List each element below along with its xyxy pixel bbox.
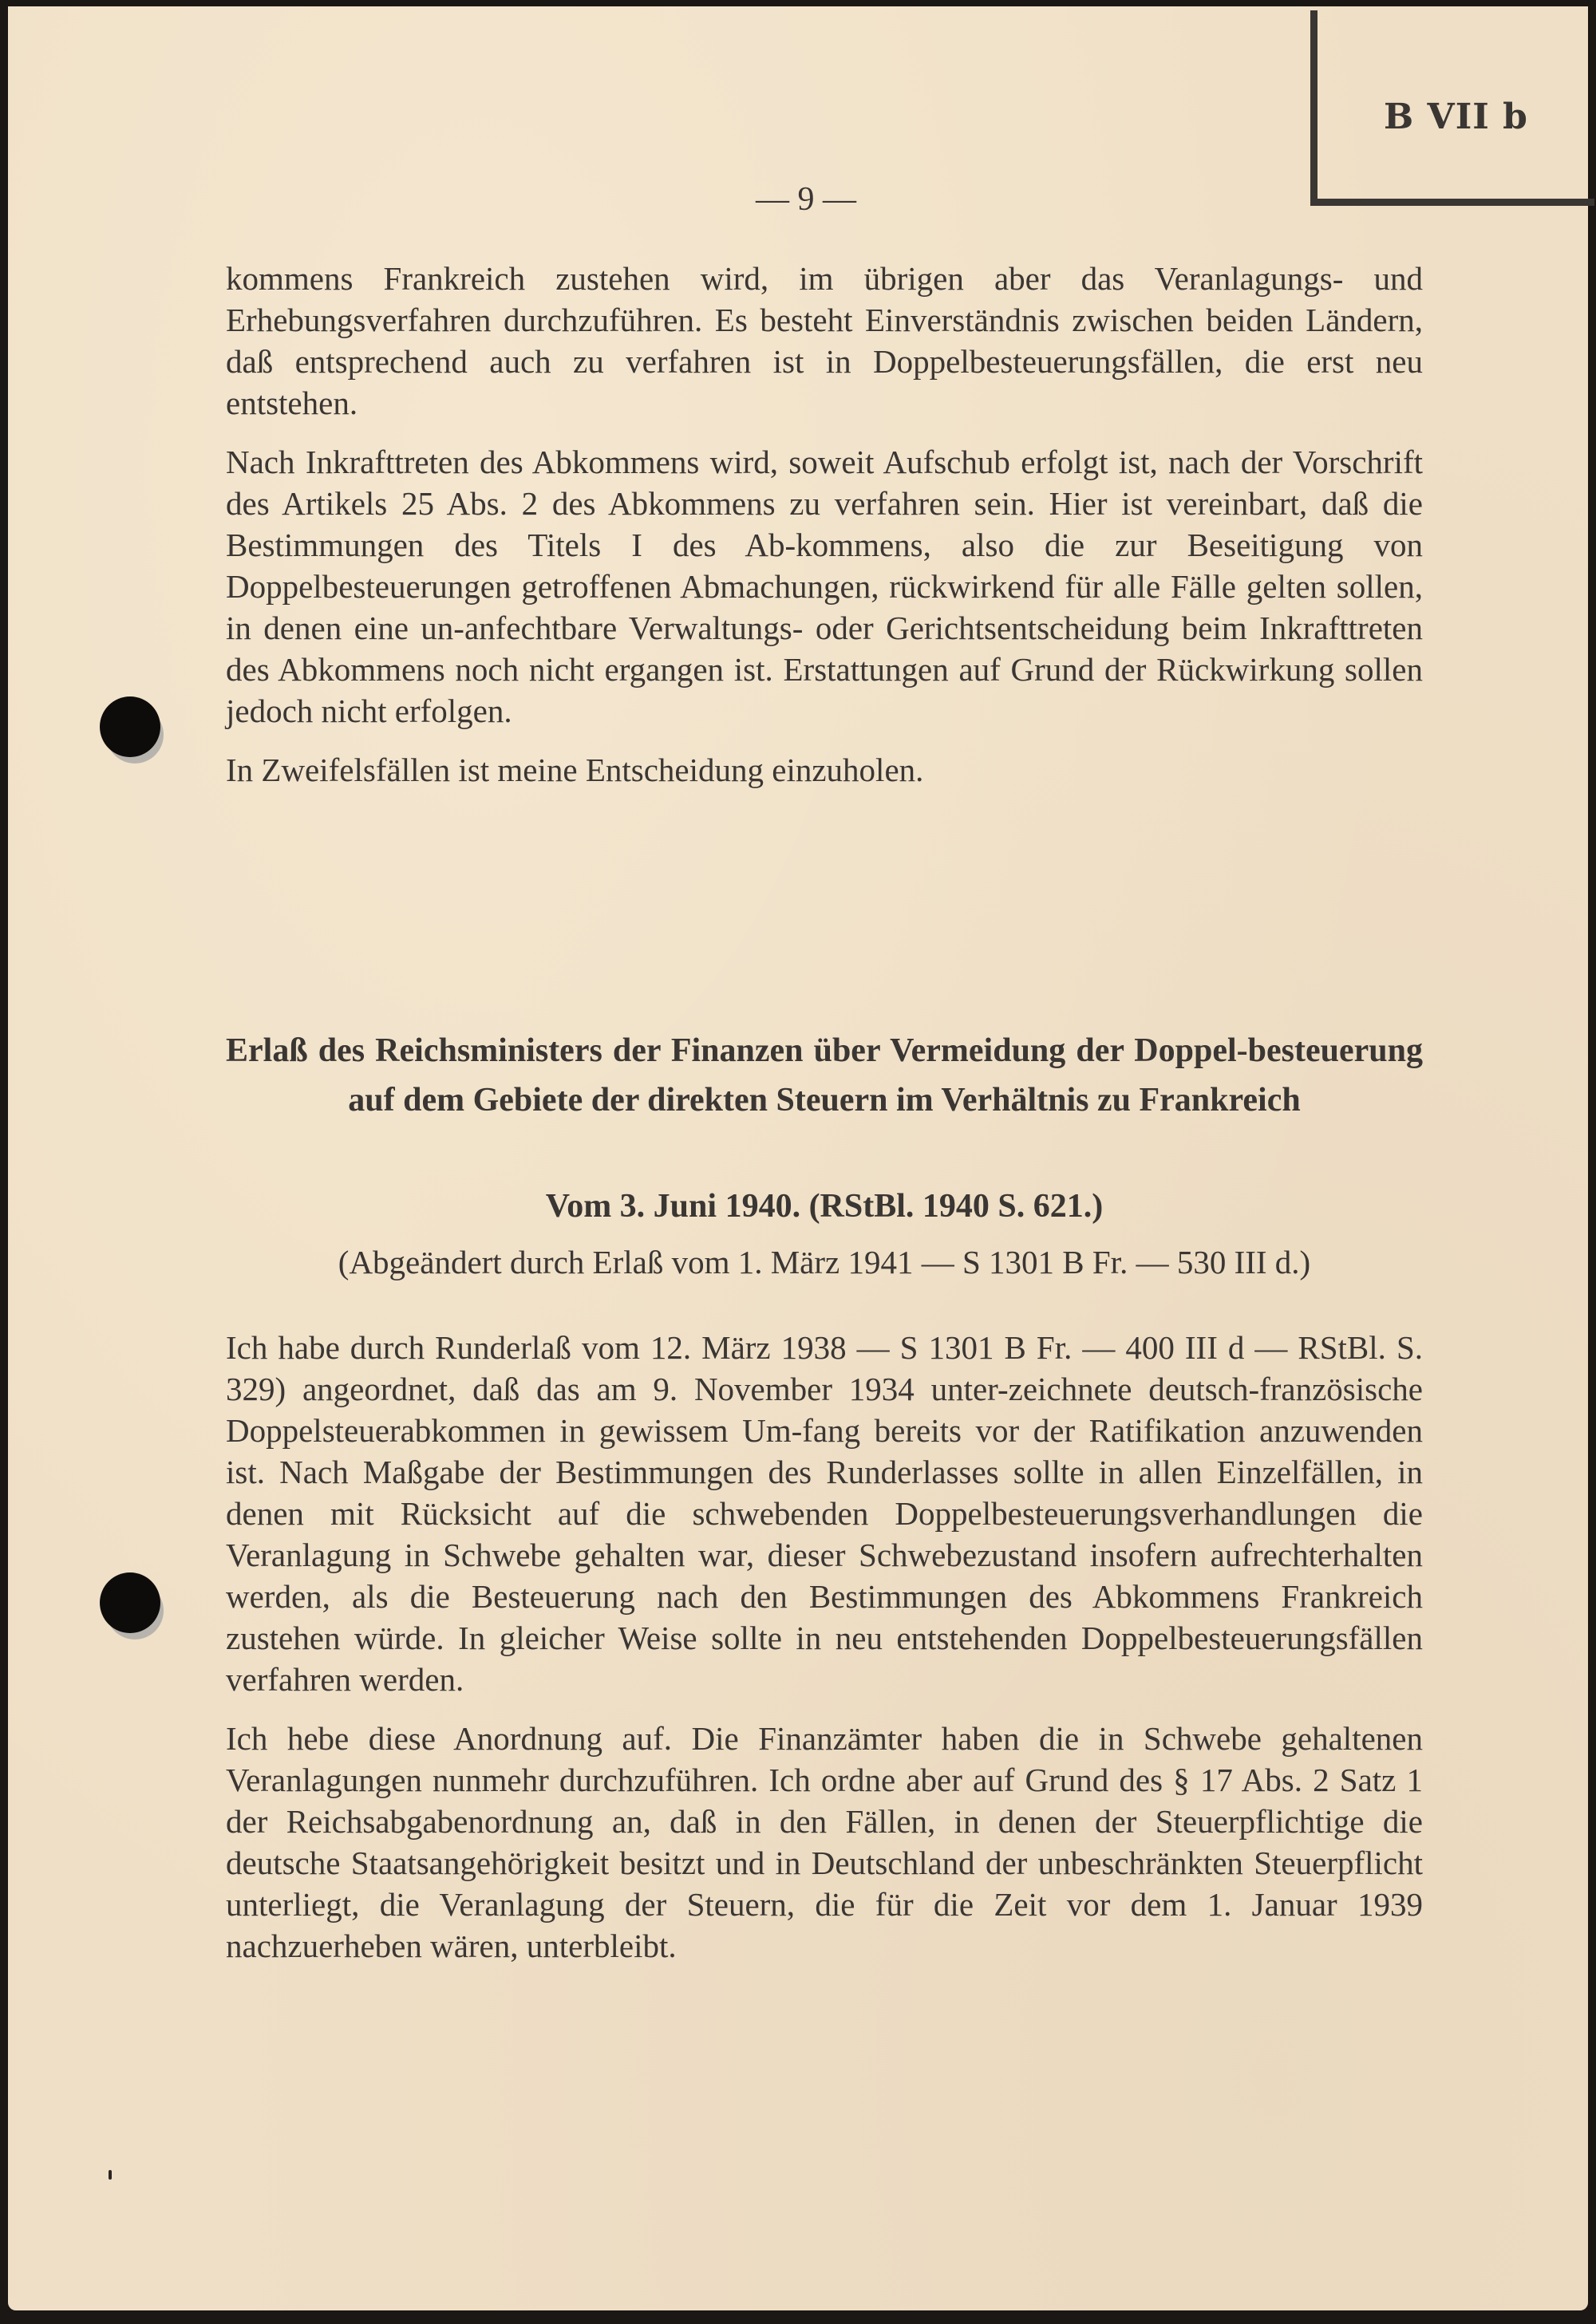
decree-title: Erlaß des Reichsministers der Finanzen über Vermeidung der Doppel-besteuerung auf dem Gebiete der direkten Steuern im Verhältnis zu Frankreich [226, 1032, 1423, 1119]
punch-hole [100, 696, 160, 757]
continuation-text [226, 258, 1423, 808]
decree-amendment-line: (Abgeändert durch Erlaß vom 1. März 1941 — S 1301 B Fr. — 530 III d.) [338, 1244, 1311, 1280]
paper-speck [109, 2170, 112, 2180]
paragraph: Ich habe durch Runderlaß vom 12. März 1938 — S 1301 B Fr. — 400 III d — RStBl. S. 329) angeordnet, daß das am 9. November 1934 unter-zeichnete deutsch-französische Doppelsteuerabkommen in gewissem Um-fang bereits vor der Ratifikation anzuwenden ist. Nach Maßgabe der Bestimmungen des Runderlasses sollte in allen Einzelfällen, in denen mit Rücksicht auf die schwebenden Doppelbesteuerungsverhandlungen die Veranlagung in Schwebe gehalten war, dieser Schwebezustand insofern aufrechterhalten werden, als die Besteuerung nach den Bestimmungen des Abkommens Frankreich zustehen würde. In gleicher Weise sollte in neu entstehenden Doppelbesteuerungsfällen verfahren werden. [226, 1329, 1423, 1698]
paragraph: In Zweifelsfällen ist meine Entscheidung einzuholen. [226, 752, 924, 788]
decree-date-line: Vom 3. Juni 1940. (RStBl. 1940 S. 621.) [545, 1188, 1104, 1225]
paragraph: Ich hebe diese Anordnung auf. Die Finanzämter haben die in Schwebe gehaltenen Veranlagungen nunmehr durchzuführen. Ich ordne aber auf Grund des § 17 Abs. 2 Satz 1 der Reichsabgabenordnung an, daß in den Fällen, in denen der Steuerpflichtige die deutsche Staatsangehörigkeit besitzt und in Deutschland der unbeschränkten Steuerpflicht unterliegt, die Veranlagung der Steuern, die für die Zeit vor dem 1. Januar 1939 nachzuerheben wären, unterbleibt. [226, 1720, 1423, 1964]
paragraph: Nach Inkrafttreten des Abkommens wird, soweit Aufschub erfolgt ist, nach der Vorschrift des Artikels 25 Abs. 2 des Abkommens zu verfahren sein. Hier ist vereinbart, daß die Bestimmungen des Titels I des Ab-kommens, also die zur Beseitigung von Doppelbesteuerungen getroffenen Abmachungen, rückwirkend für alle Fälle gelten sollen, in denen eine un-anfechtbare Verwaltungs- oder Gerichtsentscheidung beim Inkrafttreten des Abkommens noch nicht ergangen ist. Erstattungen auf Grund der Rückwirkung sollen jedoch nicht erfolgen. [226, 444, 1423, 729]
paragraph: kommens Frankreich zustehen wird, im übrigen aber das Veranlagungs- und Erhebungsverfahren durchzuführen. Es besteht Einverständnis zwischen beiden Ländern, daß entsprechend auch zu verfahren ist in Doppelbesteuerungsfällen, die erst neu entstehen. [226, 260, 1423, 421]
signature-label: B VII b [1384, 97, 1528, 137]
punch-hole [100, 1572, 160, 1633]
decree-body [226, 1327, 1423, 1984]
signature-box [1310, 10, 1594, 206]
page-number: — 9 — [756, 181, 856, 218]
document-page [8, 6, 1588, 2310]
